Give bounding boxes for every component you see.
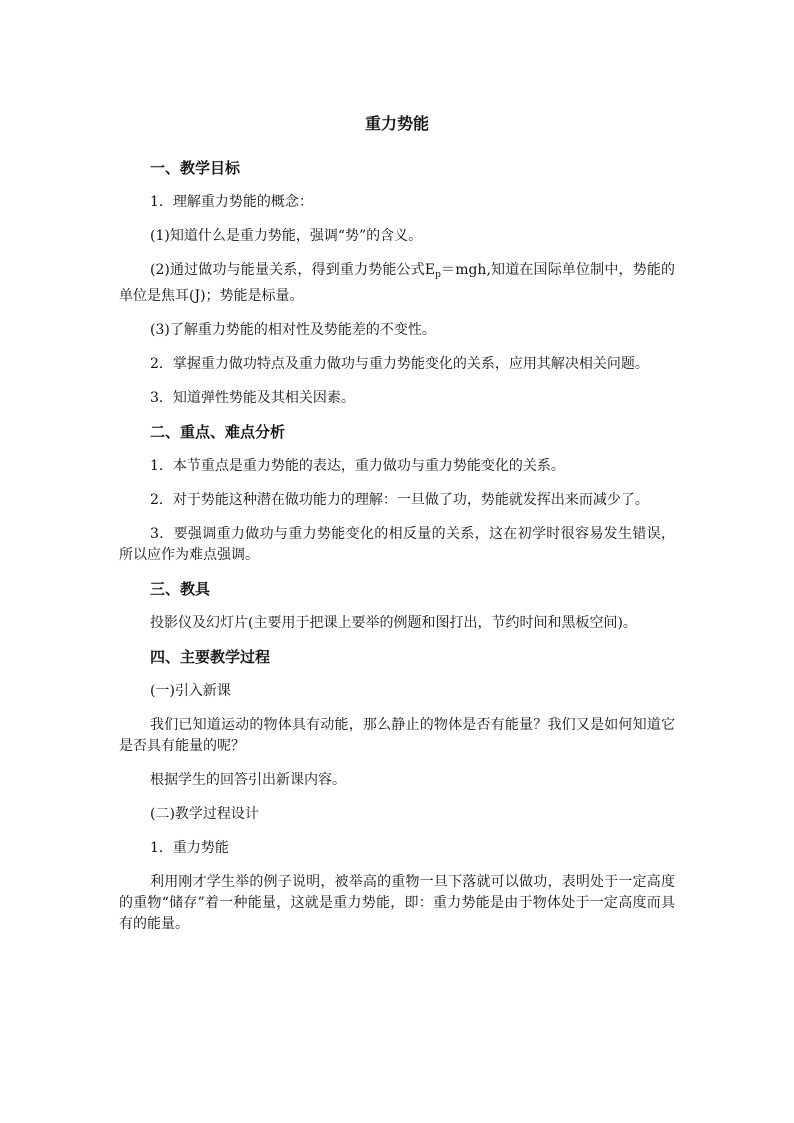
paragraph: 1．理解重力势能的概念： — [150, 194, 313, 210]
paragraph: 3．知道弹性势能及其相关因素。 — [150, 390, 355, 406]
paragraph: 3．要强调重力做功与重力势能变化的相反量的关系，这在初学时很容易发生错误，所以应作为难点强调。 — [119, 526, 675, 563]
paragraph: 1．本节重点是重力势能的表达，重力做功与重力势能变化的关系。 — [150, 458, 565, 474]
formula-subscript: p — [435, 270, 441, 280]
paragraph: 利用刚才学生举的例子说明，被举高的重物一旦下落就可以做功，表明处于一定高度的重物“储存”着一种能量，这就是重力势能，即：重力势能是由于物体处于一定高度而具有的能量。 — [119, 874, 675, 932]
paragraph: 投影仪及幻灯片(主要用于把课上要举的例题和图打出，节约时间和黑板空间)。 — [150, 615, 637, 631]
section-heading-objectives: 一、教学目标 — [150, 159, 241, 177]
paragraph: (二)教学过程设计 — [150, 806, 259, 822]
section-heading-teaching-process: 四、主要教学过程 — [150, 648, 271, 666]
paragraph: (3)了解重力势能的相对性及势能差的不变性。 — [150, 322, 436, 338]
paragraph: 根据学生的回答引出新课内容。 — [150, 772, 346, 788]
formula-text-after: ＝mgh,知道在国际单位制中，势能的单位是焦耳(J)；势能是标量。 — [119, 262, 675, 304]
section-heading-teaching-aids: 三、教具 — [150, 580, 211, 598]
paragraph: 1．重力势能 — [150, 840, 229, 856]
formula-text-before: (2)通过做功与能量关系，得到重力势能公式E — [150, 262, 436, 278]
paragraph: 我们已知道运动的物体具有动能，那么静止的物体是否有能量？我们又是如何知道它是否具有能量的呢？ — [119, 717, 675, 754]
paragraph: (一)引入新课 — [150, 683, 231, 699]
section-heading-key-points: 二、重点、难点分析 — [150, 423, 286, 441]
document-content — [119, 113, 675, 935]
paragraph-formula — [119, 260, 675, 307]
paragraph: 2．掌握重力做功特点及重力做功与重力势能变化的关系，应用其解决相关问题。 — [150, 356, 649, 372]
document-title: 重力势能 — [364, 114, 429, 133]
paragraph: 2．对于势能这种潜在做功能力的理解：一旦做了功，势能就发挥出来而减少了。 — [150, 492, 649, 508]
paragraph: (1)知道什么是重力势能，强调“势”的含义。 — [150, 228, 423, 244]
